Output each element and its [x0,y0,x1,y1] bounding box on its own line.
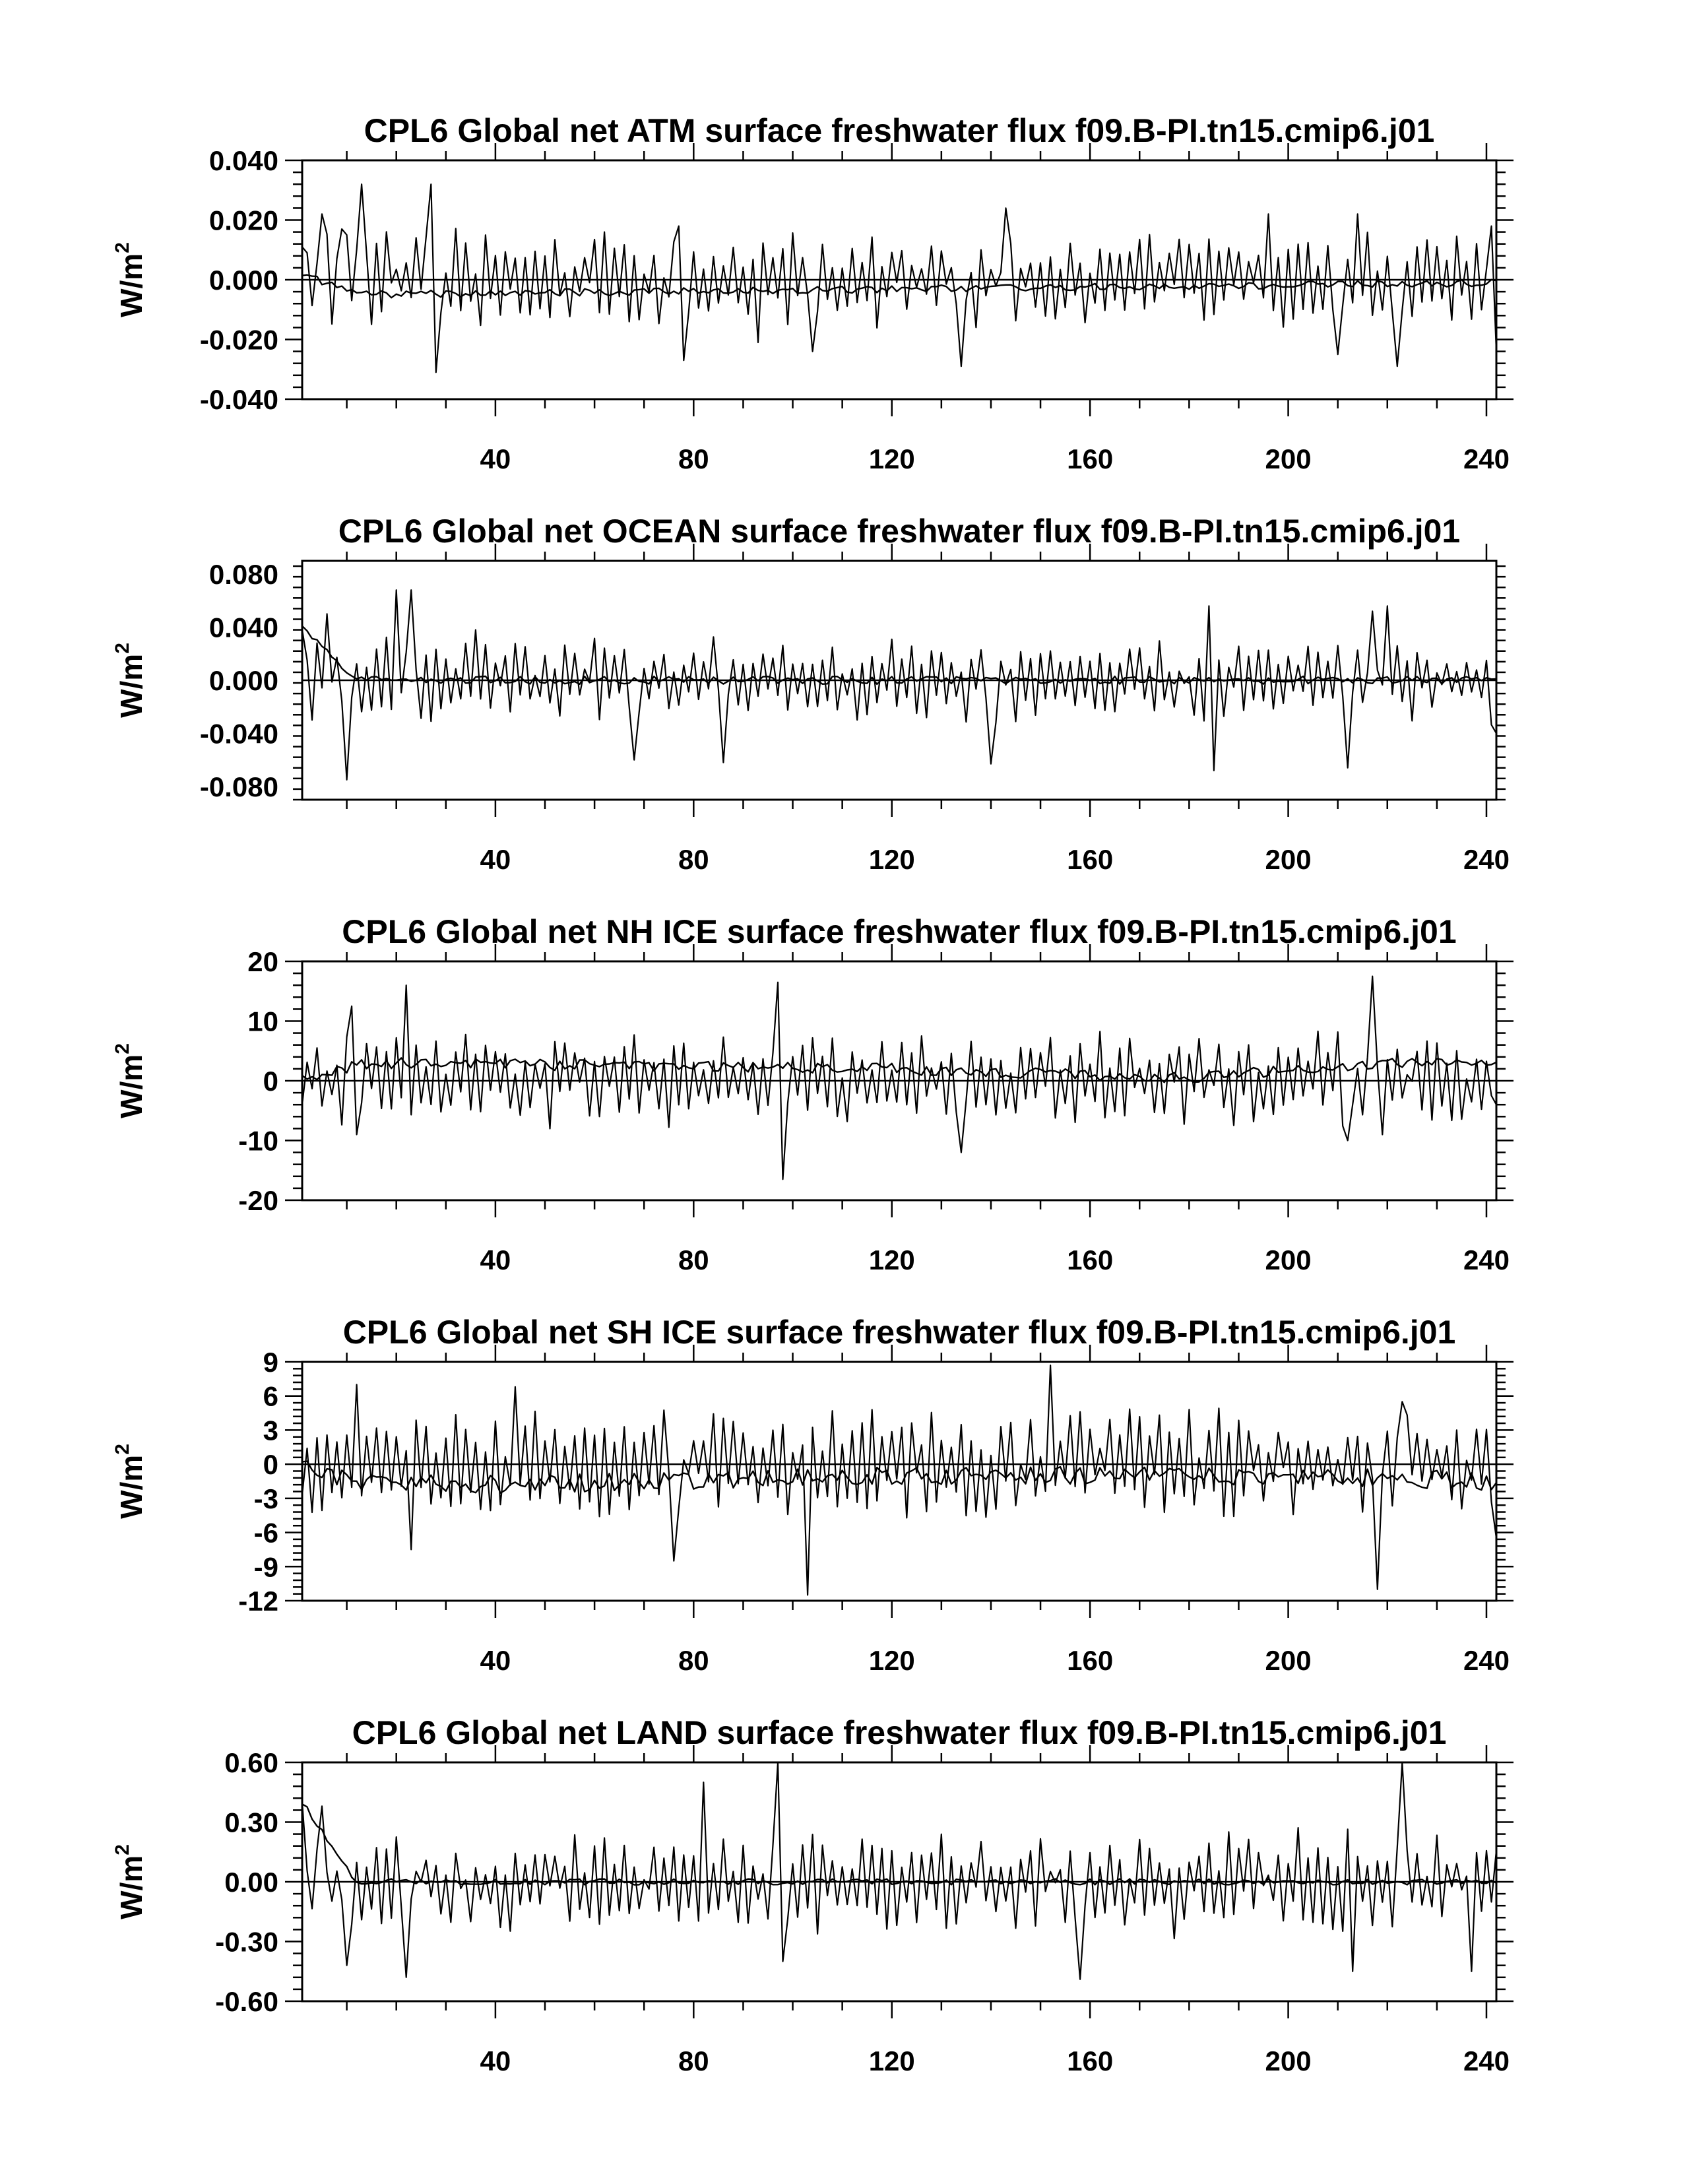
x-tick-label: 120 [868,1645,915,1676]
y-axis-label: $W/m^2$ [112,242,148,317]
x-tick-label: 80 [678,1645,709,1676]
x-tick-label: 120 [868,2045,915,2076]
y-tick-label: 0.000 [208,665,278,696]
x-tick-label: 200 [1265,2045,1312,2076]
y-tick-label: -12 [238,1586,278,1617]
x-tick-label: 240 [1463,443,1510,474]
x-tick-label: 80 [678,443,709,474]
chart-title: CPL6 Global net OCEAN surface freshwater flux f09.B-PI.tn15.cmip6.j01 [338,513,1461,550]
y-tick-label: 0.040 [208,612,278,643]
y-tick-label: 0.020 [208,205,278,236]
y-axis-label: $W/m^2$ [112,643,148,718]
y-tick-label: 3 [263,1415,278,1446]
x-tick-label: 240 [1463,2045,1510,2076]
x-tick-label: 120 [868,443,915,474]
y-tick-label: -0.040 [199,718,278,750]
x-tick-label: 160 [1067,1645,1114,1676]
y-axis-label: $W/m^2$ [112,1043,148,1118]
y-tick-label: -9 [253,1551,278,1583]
y-tick-label: -20 [238,1185,278,1216]
x-tick-label: 160 [1067,844,1114,875]
x-tick-label: 200 [1265,443,1312,474]
x-tick-label: 40 [480,1244,511,1275]
y-tick-label: -0.080 [199,771,278,802]
y-tick-label: -0.040 [199,384,278,415]
y-tick-label: -3 [253,1483,278,1514]
x-tick-label: 160 [1067,2045,1114,2076]
x-tick-label: 160 [1067,443,1114,474]
y-tick-label: 0.000 [208,265,278,296]
x-tick-label: 120 [868,1244,915,1275]
y-tick-label: -0.020 [199,324,278,356]
y-tick-label: 10 [247,1006,278,1037]
x-tick-label: 80 [678,2045,709,2076]
chart-panel-5 [112,1714,1514,2076]
y-tick-label: -0.30 [215,1926,278,1958]
plot-frame [302,1362,1496,1601]
series-line-monthly [302,590,1496,780]
x-tick-label: 40 [480,844,511,875]
y-tick-label: 0 [263,1066,278,1097]
series-line-monthly [302,1762,1496,1979]
chart-panel-2 [112,513,1510,875]
series-line-monthly [302,977,1496,1180]
x-tick-label: 120 [868,844,915,875]
x-tick-label: 40 [480,2045,511,2076]
x-tick-label: 40 [480,1645,511,1676]
series-line-annual [302,1804,1496,1884]
y-axis-label: $W/m^2$ [112,1844,148,1919]
x-tick-label: 200 [1265,1645,1312,1676]
chart-title: CPL6 Global net LAND surface freshwater flux f09.B-PI.tn15.cmip6.j01 [352,1714,1447,1751]
y-tick-label: -0.60 [215,1986,278,2017]
x-tick-label: 240 [1463,1244,1510,1275]
x-tick-label: 200 [1265,1244,1312,1275]
chart-title: CPL6 Global net ATM surface freshwater flux f09.B-PI.tn15.cmip6.j01 [364,112,1435,149]
x-tick-label: 200 [1265,844,1312,875]
y-tick-label: 0.30 [224,1807,278,1838]
y-tick-label: 0.00 [224,1867,278,1898]
y-axis-label: $W/m^2$ [112,1444,148,1519]
y-axis-label-superscript: 2 [112,1844,133,1855]
x-tick-label: 40 [480,443,511,474]
y-tick-label: 0.080 [208,559,278,591]
y-axis-label-superscript: 2 [112,242,133,253]
chart-title: CPL6 Global net NH ICE surface freshwater flux f09.B-PI.tn15.cmip6.j01 [342,913,1457,950]
x-tick-label: 240 [1463,844,1510,875]
x-tick-label: 80 [678,844,709,875]
y-tick-label: 0 [263,1449,278,1481]
y-tick-label: 0.040 [208,145,278,176]
series-line-annual [302,1461,1496,1493]
y-tick-label: -10 [238,1125,278,1157]
y-tick-label: 20 [247,946,278,977]
y-tick-label: 0.60 [224,1747,278,1778]
x-tick-label: 80 [678,1244,709,1275]
x-tick-label: 240 [1463,1645,1510,1676]
chart-panel-3 [112,913,1514,1275]
y-tick-label: 9 [263,1347,278,1378]
y-axis-label-superscript: 2 [112,1043,133,1054]
y-axis-label-superscript: 2 [112,1444,133,1455]
chart-title: CPL6 Global net SH ICE surface freshwater flux f09.B-PI.tn15.cmip6.j01 [342,1314,1456,1351]
chart-panel-1 [112,112,1514,474]
x-tick-label: 160 [1067,1244,1114,1275]
chart-panel-4 [112,1314,1514,1676]
y-axis-label-superscript: 2 [112,643,133,654]
y-tick-label: -6 [253,1517,278,1549]
series-line-monthly [302,1365,1496,1595]
y-tick-label: 6 [263,1380,278,1412]
series-line-monthly [302,184,1496,372]
